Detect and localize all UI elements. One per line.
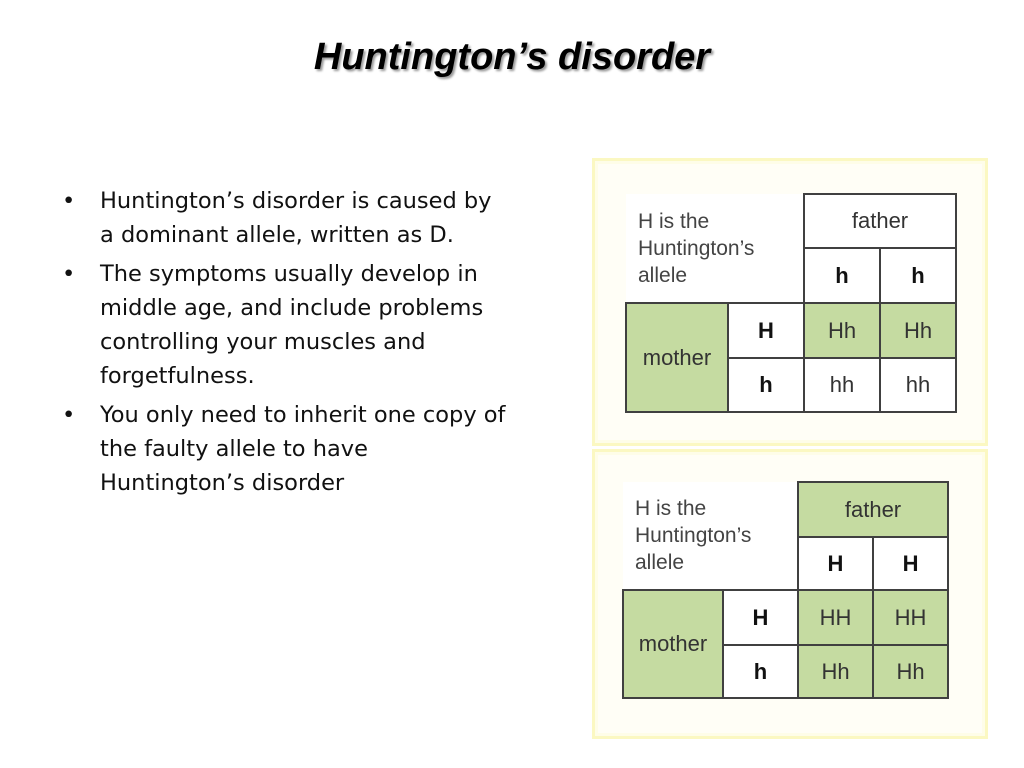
allele-note-line: allele bbox=[635, 551, 685, 574]
mother-header: mother bbox=[623, 590, 723, 698]
slide-title: Huntington’s disorder bbox=[313, 36, 711, 78]
punnett-square-top bbox=[625, 193, 957, 413]
allele-note-line: Huntington’s bbox=[635, 524, 752, 547]
offspring-cell: hh bbox=[804, 358, 880, 412]
father-allele: H bbox=[798, 537, 873, 590]
bullet-item bbox=[58, 257, 508, 393]
mother-allele: H bbox=[728, 303, 804, 358]
bullet-item bbox=[58, 184, 508, 252]
allele-note bbox=[626, 194, 804, 303]
offspring-cell: HH bbox=[798, 590, 873, 645]
allele-note bbox=[623, 482, 798, 590]
offspring-cell: Hh bbox=[873, 645, 948, 698]
punnett-square-bottom bbox=[622, 481, 949, 699]
offspring-cell: HH bbox=[873, 590, 948, 645]
father-allele: h bbox=[804, 248, 880, 303]
father-allele: h bbox=[880, 248, 956, 303]
allele-note-line: H is the bbox=[635, 497, 707, 520]
allele-note-line: Huntington’s bbox=[638, 236, 755, 260]
bullet-dot: • bbox=[62, 188, 76, 214]
offspring-cell: Hh bbox=[804, 303, 880, 358]
bullet-dot: • bbox=[62, 261, 76, 287]
bullet-dot: • bbox=[62, 402, 76, 428]
father-allele: H bbox=[873, 537, 948, 590]
mother-allele: h bbox=[728, 358, 804, 412]
bullet-text: You only need to inherit one copy of the faulty allele to have Huntington’s disorder bbox=[100, 402, 506, 496]
mother-allele: h bbox=[723, 645, 798, 698]
offspring-cell: Hh bbox=[880, 303, 956, 358]
allele-note-line: H is the bbox=[638, 209, 710, 233]
mother-allele: H bbox=[723, 590, 798, 645]
mother-header: mother bbox=[626, 303, 728, 412]
bullet-item bbox=[58, 398, 508, 500]
allele-note-line: allele bbox=[638, 263, 688, 287]
father-header: father bbox=[804, 194, 956, 248]
offspring-cell: hh bbox=[880, 358, 956, 412]
offspring-cell: Hh bbox=[798, 645, 873, 698]
bullet-text: The symptoms usually develop in middle age, and include problems controlling your muscles and forgetfulness. bbox=[100, 261, 484, 389]
bullet-list bbox=[58, 184, 508, 505]
father-header: father bbox=[798, 482, 948, 537]
bullet-text: Huntington’s disorder is caused by a dominant allele, written as D. bbox=[100, 188, 492, 248]
